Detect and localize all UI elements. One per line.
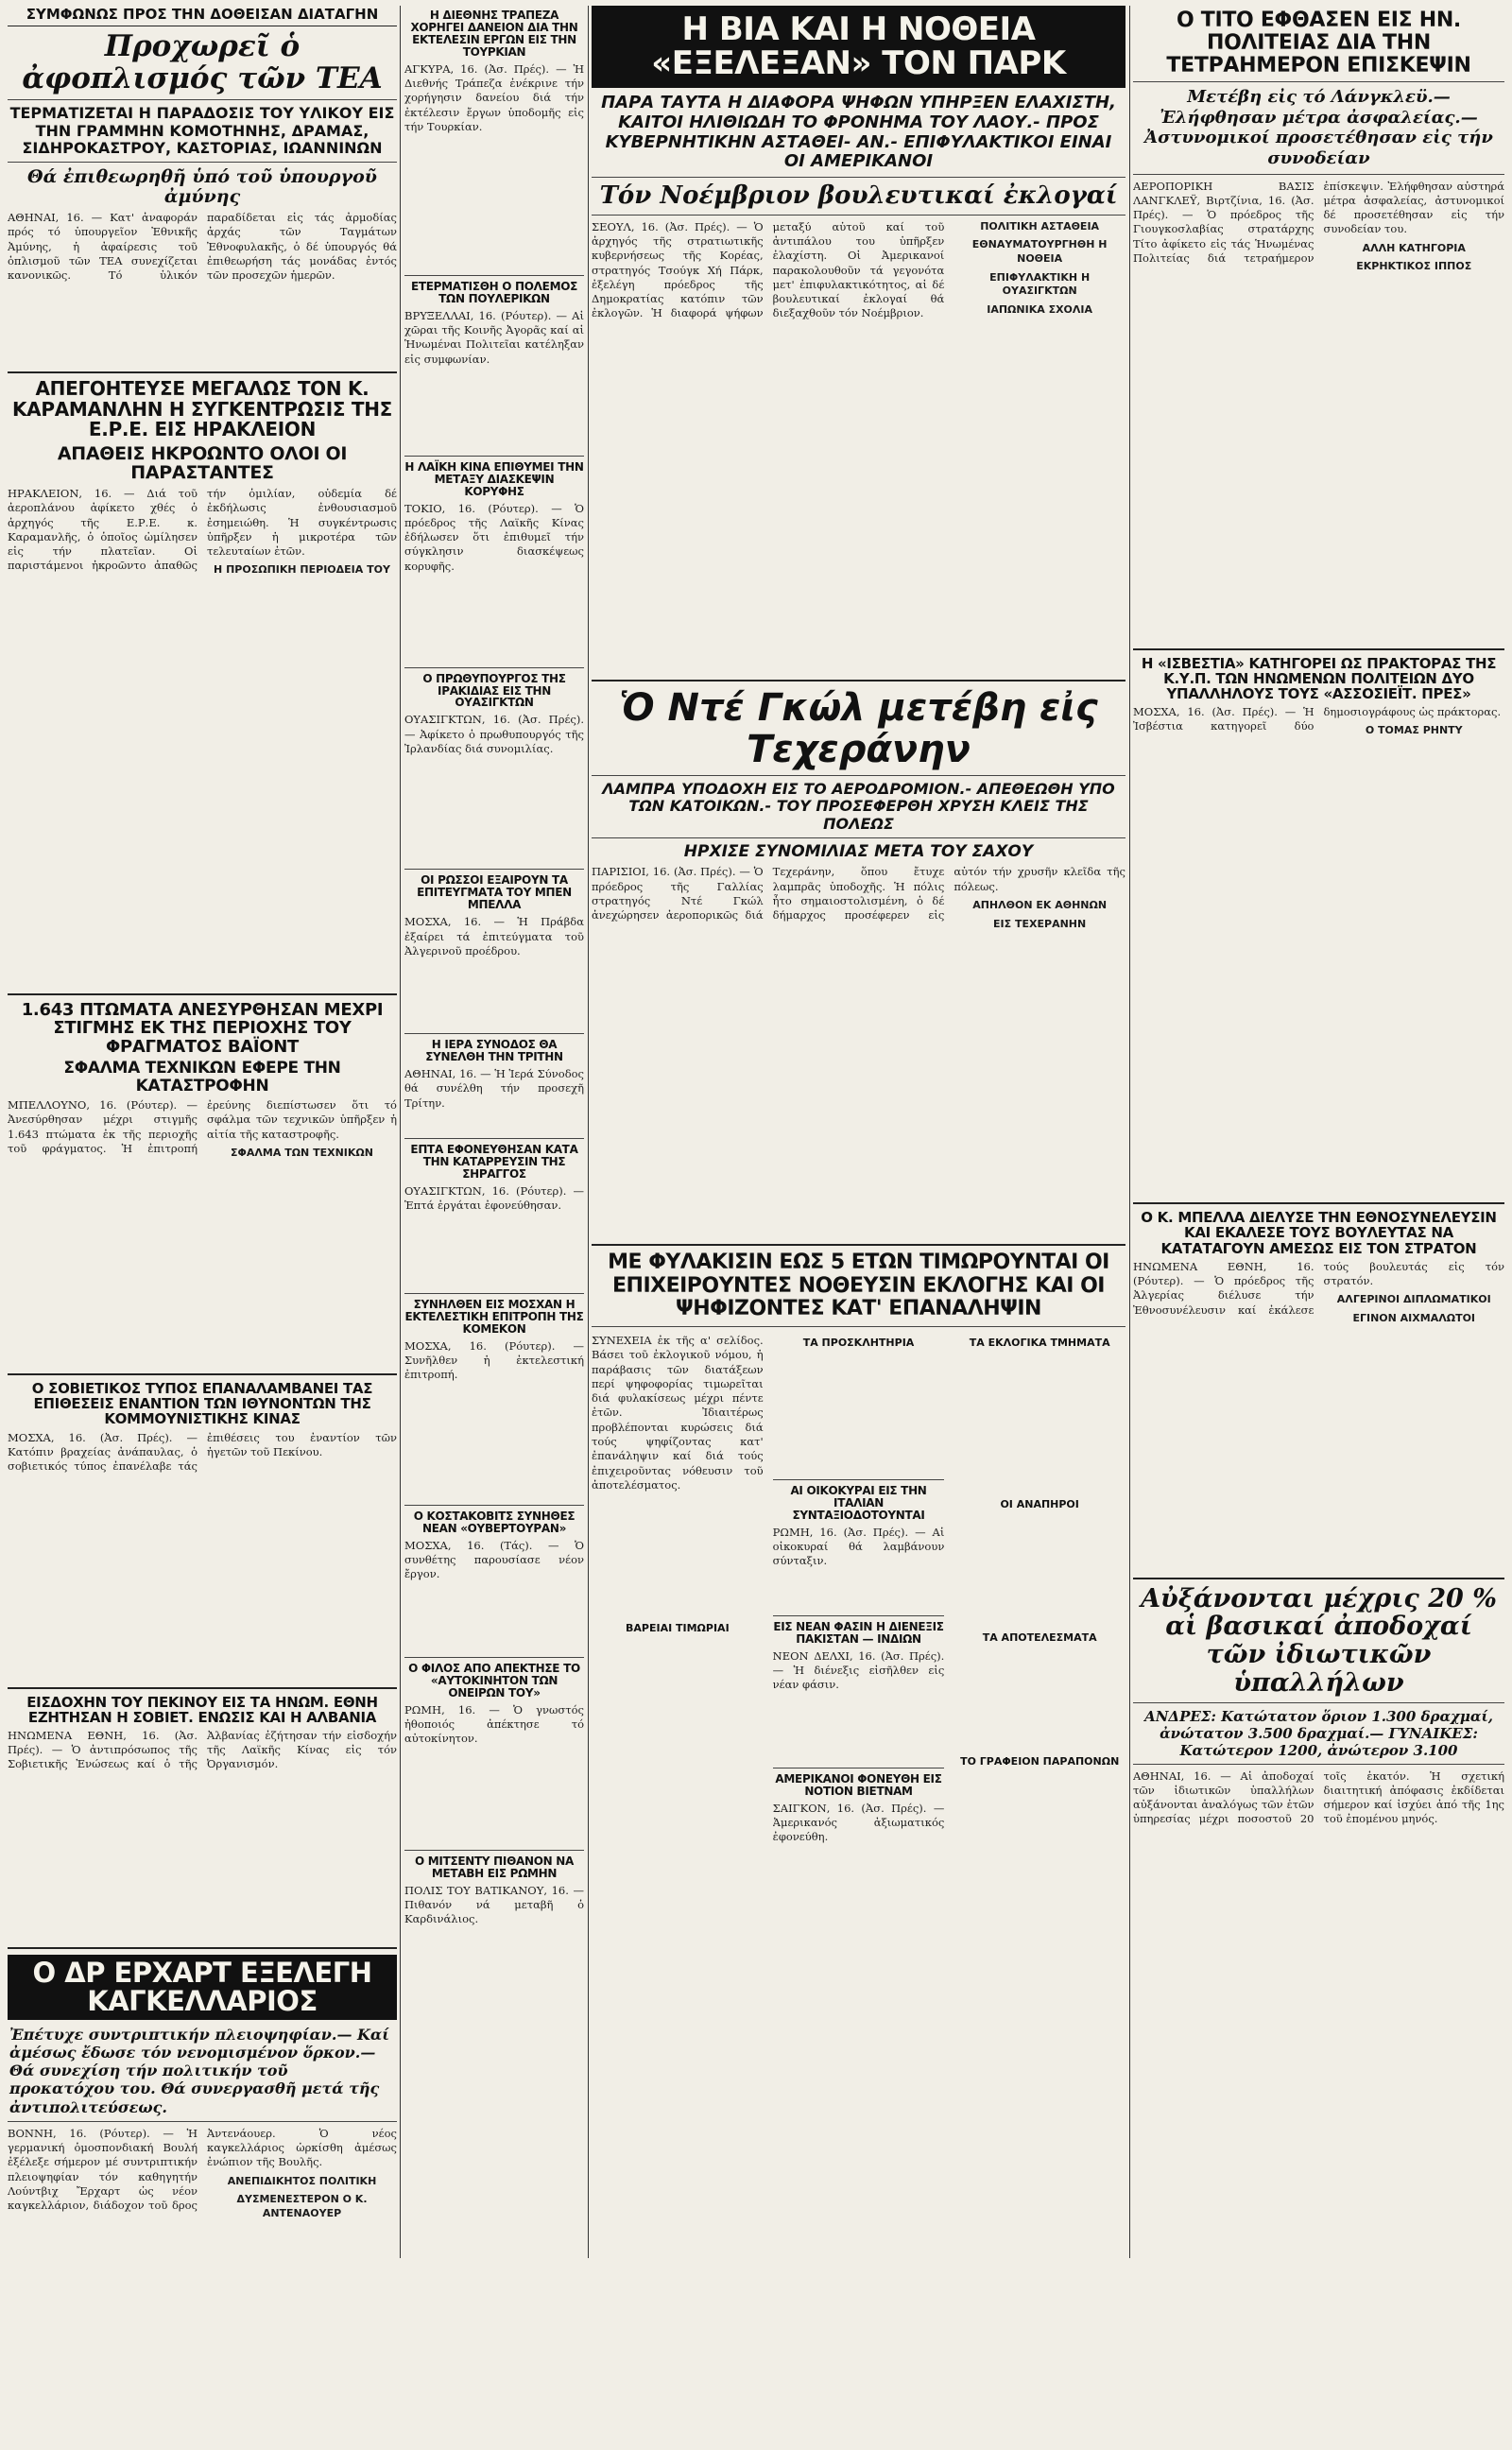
- tito-body-text: ΑΕΡΟΠΟΡΙΚΗ ΒΑΣΙΣ ΛΑΝΓΚΛΕΫ, Βιρτζίνια, 16. (Ἀσ. Πρές). — Ὁ πρόεδρος τῆς Γιουγκοσλαβίας στρατάρχης Τίτο ἀφίκετο εἰς τάς Ἡνωμένας Πολιτείας διά τετραήμερον ἐπίσκεψιν. Ἐλήφθησαν αὐστηρά μέτρα ἀσφαλείας, ἀστυνομικοί δέ προσετέθησαν εἰς τήν συνοδείαν του.: [1133, 179, 1504, 266]
- benbella-sub1: ΑΛΓΕΡΙΝΟΙ ΔΙΠΛΩΜΑΤΙΚΟΙ: [1336, 1293, 1491, 1306]
- park-sub1: ΠΟΛΙΤΙΚΗ ΑΣΤΑΘΕΙΑ: [980, 219, 1100, 233]
- jail-sub4: ΤΑ ΑΠΟΤΕΛΕΣΜΑΤΑ: [982, 1631, 1097, 1644]
- column-rule: [400, 6, 401, 2258]
- corpses-subhead: ΣΦΑΛΜΑ ΤΩΝ ΤΕΧΝΙΚΩΝ: [231, 1146, 373, 1159]
- jail-sub6: ΒΑΡΕΙΑΙ ΤΙΜΩΡΙΑΙ: [626, 1622, 730, 1634]
- worldbank-body: ΑΓΚΥΡΑ, 16. (Ἀσ. Πρές). — Ἡ Διεθνής Τράπεζα ἐνέκρινε τήν χορήγησιν δανείου διά τήν ἐκτέλεσιν ἔργων ὑποδομῆς εἰς τήν Τουρκίαν.: [404, 61, 584, 133]
- karamanlis-subhead: Η ΠΡΟΣΩΠΙΚΗ ΠΕΡΙΟΔΕΙΑ ΤΟΥ: [214, 563, 390, 577]
- izvestia-body: [1133, 705, 1504, 1197]
- comecon-headline: ΣΥΝΗΛΘΕΝ ΕΙΣ ΜΟΣΧΑΝ Η ΕΚΤΕΛΕΣΤΙΚΗ ΕΠΙΤΡΟΠΗ ΤΗΣ ΚΟΜΕΚΟΝ: [404, 1298, 584, 1336]
- tea-deck: ΤΕΡΜΑΤΙΖΕΤΑΙ Η ΠΑΡΑΔΟΣΙΣ ΤΟΥ ΥΛΙΚΟΥ ΕΙΣ ΤΗΝ ΓΡΑΜΜΗΝ ΚΟΜΟΤΗΝΗΣ, ΔΡΑΜΑΣ, ΣΙΔΗΡΟΚΑΣΤΡΟΥ, ΚΑΣΤΟΡΙΑΣ, ΙΩΑΝΝΙΝΩΝ: [9, 104, 395, 157]
- shark-body: ΟΥΑΣΙΓΚΤΩΝ, 16. (Ρόυτερ). — Ἑπτά ἐργάται ἐφονεύθησαν.: [404, 1184, 584, 1213]
- degaulle-deck: ΛΑΜΠΡΑ ΥΠΟΔΟΧΗ ΕΙΣ ΤΟ ΑΕΡΟΔΡΟΜΙΟΝ.- ΑΠΕΘΕΩΘΗ ΥΠΟ ΤΩΝ ΚΑΤΟΙΚΩΝ.- ΤΟΥ ΠΡΟΣΕΦΕΡΘΗ ΧΡΥΣΗ ΚΛΕΙΣ ΤΗΣ ΠΟΛΕΩΣ: [602, 779, 1115, 833]
- park-sub4: ΙΑΠΩΝΙΚΑ ΣΧΟΛΙΑ: [987, 302, 1093, 316]
- karamanlis-headline: ΑΠΕΓΟΗΤΕΥΣΕ ΜΕΓΑΛΩΣ ΤΟΝ Κ. ΚΑΡΑΜΑΝΛΗΝ Η ΣΥΓΚΕΝΤΡΩΣΙΣ ΤΗΣ Ε.Ρ.Ε. ΕΙΣ ΗΡΑΚΛΕΙΟΝ: [11, 377, 392, 441]
- degaulle-subdeck: ΗΡΧΙΣΕ ΣΥΝΟΜΙΛΙΑΣ ΜΕΤΑ ΤΟΥ ΣΑΧΟΥ: [683, 841, 1034, 861]
- degaulle-sub2: ΕΙΣ ΤΕΧΕΡΑΝΗΝ: [993, 917, 1087, 930]
- izvestia-headline: Η «ΙΣΒΕΣΤΙΑ» ΚΑΤΗΓΟΡΕΙ ΩΣ ΠΡΑΚΤΟΡΑΣ ΤΗΣ Κ.Υ.Π. ΤΩΝ ΗΝΩΜΕΝΩΝ ΠΟΛΙΤΕΙΩΝ ΔΥΟ ΥΠΑΛΛΗΛΟΥΣ ΤΟΥΣ «ΑΣΣΟΣΙΕΪΤ. ΠΡΕΣ»: [1141, 654, 1497, 702]
- benbella-sub2: ΕΓΙΝΟΝ ΑΙΧΜΑΛΩΤΟΙ: [1352, 1311, 1476, 1324]
- karamanlis-body-text: ΗΡΑΚΛΕΙΟΝ, 16. — Διά τοῦ ἀεροπλάνου ἀφίκετο χθές ὁ ἀρχηγός τῆς Ε.Ρ.Ε. κ. Καραμανλῆς, ὁ ὁποῖος ὡμίλησεν εἰς τήν πλατεῖαν. Οἱ παριστάμενοι ἠκροῶντο ἀπαθῶς τήν ὁμιλίαν, οὐδεμία δέ ἐκδήλωσις ἐνθουσιασμοῦ ἐσημειώθη. Ἡ συγκέντρωσις ὑπῆρξεν ἡ μικροτέρα τῶν τελευταίων ἐτῶν.: [8, 486, 397, 573]
- karamanlis-deck: ΑΠΑΘΕΙΣ ΗΚΡΟΩΝΤΟ ΟΛΟΙ ΟΙ ΠΑΡΑΣΤΑΝΤΕΣ: [57, 442, 348, 484]
- column-center: [592, 6, 1125, 1979]
- park-subdeck: Τόν Νοέμβριον βουλευτικαί ἐκλογαί: [599, 181, 1118, 211]
- kostakovits-body: ΜΟΣΧΑ, 16. (Τάς). — Ὁ συνθέτης παρουσίασε νέον ἔργον.: [404, 1538, 584, 1581]
- degaulle-sub1: ΑΠΗΛΘΟΝ ΕΚ ΑΘΗΝΩΝ: [972, 899, 1108, 911]
- russia-body: ΜΟΣΧΑ, 16. — Ἡ Πράβδα ἐξαίρει τά ἐπιτεύγματα τοῦ Ἀλγερινοῦ προέδρου.: [404, 915, 584, 958]
- jail-sub1: ΤΑ ΕΚΛΟΓΙΚΑ ΤΜΗΜΑΤΑ: [969, 1337, 1110, 1349]
- erhard-subhead: ΑΝΕΠΙΔΙΚΗΤΟΣ ΠΟΛΙΤΙΚΗ: [227, 2174, 377, 2187]
- wages-headline: Αὐξάνονται μέχρις 20 % αἱ βασικαί ἀποδοχαί τῶν ἰδιωτικῶν ὑπαλλήλων: [1141, 1583, 1497, 1698]
- jail-sub3: ΟΙ ΑΝΑΠΗΡΟΙ: [1000, 1498, 1079, 1510]
- tea-body: ΑΘΗΝΑΙ, 16. — Κατ' ἀναφοράν πρός τό ὑπουργεῖον Ἐθνικῆς Ἀμύνης, ἡ ἀφαίρεσις τοῦ ὁπλισμοῦ τῶν ΤΕΑ συνεχίζεται κανονικῶς. Τό ὑλικόν παραδίδεται εἰς τάς ἀρμοδίας ἀρχάς τῶν Ταγμάτων Ἐθνοφυλακῆς, ὁ δέ ὑπουργός θά ἐπιθεωρήση τάς μονάδας ἐντός τῶν προσεχῶν ἡμερῶν.: [8, 211, 397, 283]
- pak-body: ΝΕΟΝ ΔΕΛΧΙ, 16. (Ἀσ. Πρές). — Ἡ διένεξις εἰσῆλθεν εἰς νέαν φάσιν.: [772, 1648, 945, 1692]
- tea-kicker: ΣΥΜΦΩΝΩΣ ΠΡΟΣ ΤΗΝ ΔΟΘΕΙΣΑΝ ΔΙΑΤΑΓΗΝ: [8, 6, 397, 26]
- park-deck: ΠΑΡΑ ΤΑΥΤΑ Η ΔΙΑΦΟΡΑ ΨΗΦΩΝ ΥΠΗΡΞΕΝ ΕΛΑΧΙΣΤΗ, ΚΑΙΤΟΙ ΗΛΙΘΙΩΔΗ ΤΟ ΦΡΟΝΗΜΑ ΤΟΥ ΛΑΟΥ.- ΠΡΟΣ ΚΥΒΕΡΝΗΤΙΚΗΝ ΑΣΤΑΘΕΙ- ΑΝ.- ΕΠΙΦΥΛΑΚΤΙΚΟΙ ΕΙΝΑΙ ΟΙ ΑΜΕΡΙΚΑΝΟΙ: [601, 93, 1116, 172]
- corpses-body-text: ΜΠΕΛΛΟΥΝΟ, 16. (Ρόυτερ). — Ἀνεσύρθησαν μέχρι στιγμῆς 1.643 πτώματα ἐκ τῆς περιοχῆς τοῦ φράγματος. Ἡ ἐπιτροπή ἐρεύνης διεπίστωσεν ὅτι τό σφάλμα τῶν τεχνικῶν ὑπῆρξεν ἡ αἰτία τῆς καταστροφῆς.: [8, 1097, 397, 1155]
- degaulle-headline: Ὁ Ντέ Γκώλ μετέβη εἰς Τεχεράνην: [619, 685, 1098, 771]
- izvestia-sub: Ο ΤΟΜΑΣ ΡΗΝΤΥ: [1365, 724, 1463, 737]
- mitzenty-headline: Ο ΜΙΤΣΕΝΤΥ ΠΙΘΑΝΟΝ ΝΑ ΜΕΤΑΒΗ ΕΙΣ ΡΩΜΗΝ: [415, 1854, 574, 1880]
- dream-headline: Ο ΦΙΛΟΣ ΑΠΟ ΑΠΕΚΤΗΣΕ ΤΟ «ΑΥΤΟΚΙΝΗΤΟΝ ΤΩΝ ΟΝΕΙΡΩΝ ΤΟΥ»: [408, 1661, 580, 1699]
- synod-headline: Η ΙΕΡΑ ΣΥΝΟΔΟΣ ΘΑ ΣΥΝΕΛΘΗ ΤΗΝ ΤΡΙΤΗΝ: [425, 1038, 563, 1064]
- jail-sub2: ΤΑ ΠΡΟΣΚΛΗΤΗΡΙΑ: [802, 1337, 915, 1349]
- park-sub3: ΕΠΙΦΥΛΑΚΤΙΚΗ Η ΟΥΑΣΙΓΚΤΩΝ: [989, 270, 1091, 298]
- worldbank-headline: Η ΔΙΕΘΝΗΣ ΤΡΑΠΕΖΑ ΧΟΡΗΓΕΙ ΔΑΝΕΙΟΝ ΔΙΑ ΤΗΝ ΕΚΤΕΛΕΣΙΝ ΕΡΓΩΝ ΕΙΣ ΤΗΝ ΤΟΥΡΚΙΑΝ: [410, 9, 578, 59]
- park-body: [592, 220, 1125, 674]
- column-second: [404, 6, 584, 2075]
- comecon-body: ΜΟΣΧΑ, 16. (Ρόυτερ). — Συνῆλθεν ἡ ἐκτελεστική ἐπιτροπή.: [404, 1338, 584, 1382]
- erhard-end: ΔΥΣΜΕΝΕΣΤΕΡΟΝ Ο Κ. ΑΝΤΕΝΑΟΥΕΡ: [236, 2193, 368, 2219]
- park-body-text: ΣΕΟΥΛ, 16. (Ἀσ. Πρές). — Ὁ ἀρχηγός τῆς στρατιωτικῆς κυβερνήσεως τῆς Κορέας, στρατηγός Τσούγκ Χή Πάρκ, ἐξελέγη πρόεδρος τῆς Δημοκρατίας κατόπιν τῶν ἐκλογῶν. Ἡ διαφορά ψήφων μεταξύ αὐτοῦ καί τοῦ ἀντιπάλου του ὑπῆρξεν ἐλαχίστη. Οἱ Ἀμερικανοί παρακολουθοῦν τά γεγονότα μετ' ἐπιφυλακτικότητος, αἱ δέ βουλευτικαί ἐκλογαί θά διεξαχθοῦν τόν Νοέμβριον.: [592, 219, 945, 320]
- park-sub2: ΕΘΝΑΥΜΑΤΟΥΡΓΗΘΗ Η ΝΟΘΕΙΑ: [971, 238, 1108, 265]
- erhard-headline: Ο ΔΡ ΕΡΧΑΡΤ ΕΞΕΛΕΓΗ ΚΑΓΚΕΛΛΑΡΙΟΣ: [8, 1955, 397, 2020]
- soviet-headline: Ο ΣΟΒΙΕΤΙΚΟΣ ΤΥΠΟΣ ΕΠΑΝΑΛΑΜΒΑΝΕΙ ΤΑΣ ΕΠΙΘΕΣΕΙΣ ΕΝΑΝΤΙΟΝ ΤΩΝ ΙΘΥΝΟΝΤΩΝ ΤΗΣ ΚΟΜΜΟΥΝΙΣΤΙΚΗΣ ΚΙΝΑΣ: [31, 1379, 373, 1428]
- erhard-body: [8, 2127, 397, 2448]
- dream-body: ΡΩΜΗ, 16. — Ὁ γνωστός ἠθοποιός ἀπέκτησε τό αὐτοκίνητον.: [404, 1702, 584, 1746]
- pak-headline: ΕΙΣ ΝΕΑΝ ΦΑΣΙΝ Η ΔΙΕΝΕΞΙΣ ΠΑΚΙΣΤΑΝ — ΙΝΔΙΩΝ: [773, 1619, 944, 1646]
- tito-deck: Μετέβη εἰς τό Λάνγκλεϋ.— Ἐλήφθησαν μέτρα ἀσφαλείας.— Ἀστυνομικοί προσετέθησαν εἰς τήν συνοδείαν: [1144, 87, 1493, 169]
- wages-deck: ΑΝΔΡΕΣ: Κατώτατον ὅριον 1.300 δραχμαί, ἀνώτατον 3.500 δραχμαί.— ΓΥΝΑΙΚΕΣ: Κατώτερον 1200, ἀνώτερον 3.100: [1144, 1707, 1493, 1759]
- synod-body: ΑΘΗΝΑΙ, 16. — Ἡ Ἱερά Σύνοδος θά συνέλθη τήν προσεχῆ Τρίτην.: [404, 1067, 584, 1110]
- benbella-headline: Ο Κ. ΜΠΕΛΛΑ ΔΙΕΛΥΣΕ ΤΗΝ ΕΘΝΟΣΥΝΕΛΕΥΣΙΝ ΚΑΙ ΕΚΑΛΕΣΕ ΤΟΥΣ ΒΟΥΛΕΥΤΑΣ ΝΑ ΚΑΤΑΤΑΓΟΥΝ ΑΜΕΣΩΣ ΕΙΣ ΤΟΝ ΣΤΡΑΤΟΝ: [1141, 1209, 1497, 1257]
- benbella-body: [1133, 1260, 1504, 1572]
- iraq-headline: Ο ΠΡΩΘΥΠΟΥΡΓΟΣ ΤΗΣ ΙΡΑΚΙΔΙΑΣ ΕΙΣ ΤΗΝ ΟΥΑΣΙΓΚΤΩΝ: [422, 671, 566, 710]
- kostakovits-headline: Ο ΚΟΣΤΑΚΟΒΙΤΣ ΣΥΝΗΘΕΣ ΝΕΑΝ «ΟΥΒΕΡΤΟΥΡΑΝ»: [413, 1509, 576, 1535]
- tea-headline: Προχωρεῖ ὁ ἀφοπλισμός τῶν ΤΕΑ: [22, 29, 383, 96]
- jail-col-c: [954, 1332, 1125, 1979]
- corpses-headline: 1.643 ΠΤΩΜΑΤΑ ΑΝΕΣΥΡΘΗΣΑΝ ΜΕΧΡΙ ΣΤΙΓΜΗΣ ΕΚ ΤΗΣ ΠΕΡΙΟΧΗΣ ΤΟΥ ΦΡΑΓΜΑΤΟΣ ΒΑΪΟΝΤ: [21, 999, 384, 1057]
- soviet-body: ΜΟΣΧΑ, 16. (Ἀσ. Πρές). — Κατόπιν βραχείας ἀνάπαυλας, ὁ σοβιετικός τύπος ἐπανέλαβε τάς ἐπιθέσεις του ἐναντίον τῶν ἡγετῶν τοῦ Πεκίνου.: [8, 1430, 397, 1474]
- jail-sub5: ΤΟ ΓΡΑΦΕΙΟΝ ΠΑΡΑΠΟΝΩΝ: [960, 1755, 1120, 1768]
- tea-subdeck: Θά ἐπιθεωρηθῆ ὑπό τοῦ ὑπουργοῦ ἀμύνης: [27, 166, 377, 208]
- jail-headline: ΜΕ ΦΥΛΑΚΙΣΙΝ ΕΩΣ 5 ΕΤΩΝ ΤΙΜΩΡΟΥΝΤΑΙ ΟΙ ΕΠΙΧΕΙΡΟΥΝΤΕΣ ΝΟΘΕΥΣΙΝ ΕΚΛΟΓΗΣ ΚΑΙ ΟΙ ΨΗΦΙΖΟΝΤΕΣ ΚΑΤ' ΕΠΑΝΑΛΗΨΙΝ: [608, 1251, 1109, 1320]
- erhard-deck: Ἐπέτυχε συντριπτικήν πλειοψηφίαν.— Καί ἀμέσως ἔδωσε τόν νενομισμένον ὅρκον.— Θά συνεχίση τήν πολιτικήν τοῦ προκατόχου του. Θά συνεργασθῆ μετά τῆς ἀντιπολιτεύσεως.: [9, 2025, 389, 2116]
- war-body: ΒΡΥΞΕΛΛΑΙ, 16. (Ρόυτερ). — Αἱ χῶραι τῆς Κοινῆς Ἀγορᾶς καί αἱ Ἡνωμέναι Πολιτεῖαι κατέληξαν εἰς συμφωνίαν.: [404, 308, 584, 366]
- corpses-deck: ΣΦΑΛΜΑ ΤΕΧΝΙΚΩΝ ΕΦΕΡΕ ΤΗΝ ΚΑΤΑΣΤΡΟΦΗΝ: [63, 1059, 341, 1096]
- tito-body: [1133, 180, 1504, 643]
- tito-sub2: ΕΚΡΗΚΤΙΚΟΣ ΙΠΠΟΣ: [1356, 260, 1472, 273]
- degaulle-body: [592, 865, 1125, 1238]
- shark-headline: ΕΠΤΑ ΕΦΟΝΕΥΘΗΣΑΝ ΚΑΤΑ ΤΗΝ ΚΑΤΑΡΡΕΥΣΙΝ ΤΗΣ ΣΗΡΑΓΓΟΣ: [410, 1143, 578, 1182]
- peking-headline: ΕΙΣΔΟΧΗΝ ΤΟΥ ΠΕΚΙΝΟΥ ΕΙΣ ΤΑ ΗΝΩΜ. ΕΘΝΗ ΕΖΗΤΗΣΑΝ Η ΣΟΒΙΕΤ. ΕΝΩΣΙΣ ΚΑΙ Η ΑΛΒΑΝΙΑ: [26, 1693, 378, 1726]
- russia-headline: ΟΙ ΡΩΣΣΟΙ ΕΞΑΙΡΟΥΝ ΤΑ ΕΠΙΤΕΥΓΜΑΤΑ ΤΟΥ ΜΠΕΝ ΜΠΕΛΛΑ: [417, 873, 572, 912]
- jail-col-b: [773, 1332, 945, 1979]
- jail-body: ΣΥΝΕΧΕΙΑ ἐκ τῆς α' σελίδος. Βάσει τοῦ ἐκλογικοῦ νόμου, ἡ παράβασις τῶν διατάξεων περί ψηφοφορίας τιμωρεῖται διά φυλακίσεως μέχρι πέντε ἐτῶν. Ἰδιαιτέρως προβλέπονται κυρώσεις διά τούς ψηφίζοντας κατ' ἐπανάληψιν καί διά τούς ἐπιχειροῦντας νόθευσιν τοῦ ἀποτελέσματος.: [592, 1334, 764, 1492]
- benbella-body-text: ΗΝΩΜΕΝΑ ΕΘΝΗ, 16. (Ρόυτερ). — Ὁ πρόεδρος τῆς Ἀλγερίας διέλυσε τήν Ἐθνοσυνέλευσιν καί ἐκάλεσε τούς βουλευτάς εἰς τόν στρατόν.: [1133, 1259, 1504, 1317]
- column-rule: [588, 6, 589, 2258]
- vietnam-body: ΣΑΙΓΚΟΝ, 16. (Ἀσ. Πρές). — Ἀμερικανός ἀξιωματικός ἐφονεύθη.: [772, 1801, 945, 1844]
- degaulle-body-text: ΠΑΡΙΣΙΟΙ, 16. (Ἀσ. Πρές). — Ὁ πρόεδρος τῆς Γαλλίας στρατηγός Ντέ Γκώλ ἀνεχώρησεν ἀεροπορικῶς διά Τεχεράνην, ὅπου ἔτυχε λαμπρᾶς ὑποδοχῆς. Ἡ πόλις ἦτο σημαιοστολισμένη, ὁ δέ δήμαρχος προσέφερεν εἰς αὐτόν τήν χρυσῆν κλεῖδα τῆς πόλεως.: [592, 865, 1125, 923]
- vietnam-headline: ΑΜΕΡΙΚΑΝΟΙ ΦΟΝΕΥΘΗ ΕΙΣ ΝΟΤΙΟΝ ΒΙΕΤΝΑΜ: [775, 1771, 942, 1798]
- tito-headline: Ο ΤΙΤΟ ΕΦΘΑΣΕΝ ΕΙΣ ΗΝ. ΠΟΛΙΤΕΙΑΣ ΔΙΑ ΤΗΝ ΤΕΤΡΑΗΜΕΡΟΝ ΕΠΙΣΚΕΨΙΝ: [1166, 9, 1471, 78]
- war-headline: ΕΤΕΡΜΑΤΙΣΘΗ Ο ΠΟΛΕΜΟΣ ΤΩΝ ΠΟΥΛΕΡΙΚΩΝ: [410, 279, 578, 305]
- italy-headline: ΑΙ ΟΙΚΟΚΥΡΑΙ ΕΙΣ ΤΗΝ ΙΤΑΛΙΑΝ ΣΥΝΤΑΞΙΟΔΟΤΟΥΝΤΑΙ: [790, 1484, 927, 1522]
- column-left: [8, 6, 397, 2450]
- corpses-body: [8, 1098, 397, 1368]
- mitzenty-body: ΠΟΛΙΣ ΤΟΥ ΒΑΤΙΚΑΝΟΥ, 16. — Πιθανόν νά μεταβῆ ὁ Καρδινάλιος.: [404, 1883, 584, 1926]
- tito-sub1: ΑΛΛΗ ΚΑΤΗΓΟΡΙΑ: [1362, 241, 1466, 254]
- izvestia-body-text: ΜΟΣΧΑ, 16. (Ἀσ. Πρές). — Ἡ Ἰσβέστια κατηγορεῖ δύο δημοσιογράφους ὡς πράκτορας.: [1133, 705, 1502, 733]
- wages-body: ΑΘΗΝΑΙ, 16. — Αἱ ἀποδοχαί τῶν ἰδιωτικῶν ὑπαλλήλων αὐξάνονται ἀναλόγως τῶν ἐτῶν ὑπηρεσίας μέχρι ποσοστοῦ 20 τοῖς ἑκατόν. Ἡ σχετική διαιτητική ἀπόφασις ἐκδίδεται σήμερον καί ἰσχύει ἀπό τῆς 1ης τοῦ ἐπομένου μηνός.: [1133, 1768, 1504, 1826]
- park-headline: Η ΒΙΑ ΚΑΙ Η ΝΟΘΕΙΑ «ΕΞΕΛΕΞΑΝ» ΤΟΝ ΠΑΡΚ: [592, 6, 1125, 88]
- column-right: [1133, 6, 1504, 2216]
- karamanlis-body: [8, 487, 397, 988]
- italy-body: ΡΩΜΗ, 16. (Ἀσ. Πρές). — Αἱ οἰκοκυραί θά λαμβάνουν σύνταξιν.: [772, 1525, 945, 1568]
- peking-body: ΗΝΩΜΕΝΑ ΕΘΝΗ, 16. (Ἀσ. Πρές). — Ὁ ἀντιπρόσωπος τῆς Σοβιετικῆς Ἑνώσεως καί ὁ τῆς Ἀλβανίας ἐζήτησαν τήν εἰσδοχήν τῆς Λαϊκῆς Κίνας εἰς τόν Ὀργανισμόν.: [8, 1728, 397, 1771]
- iraq-body: ΟΥΑΣΙΓΚΤΩΝ, 16. (Ἀσ. Πρές). — Ἀφίκετο ὁ πρωθυπουργός τῆς Ἰρλανδίας διά συνομιλίας.: [404, 713, 584, 755]
- column-rule: [1129, 6, 1130, 2258]
- erhard-body-text: ΒΟΝΝΗ, 16. (Ρόυτερ). — Ἡ γερμανική ὁμοσπονδιακή Βουλή ἐξέλεξε σήμερον μέ συντριπτικήν πλειοψηφίαν τόν καθηγητήν Λούντβιχ Ἔρχαρτ ὡς νέον καγκελλάριον, διάδοχον τοῦ δρος Ἀντενάουερ. Ὁ νέος καγκελλάριος ὡρκίσθη ἀμέσως ἐνώπιον τῆς Βουλῆς.: [8, 2126, 397, 2213]
- china-body: ΤΟΚΙΟ, 16. (Ρόυτερ). — Ὁ πρόεδρος τῆς Λαϊκῆς Κίνας ἐδήλωσεν ὅτι ἐπιθυμεῖ τήν σύγκλησιν διασκέψεως κορυφῆς.: [404, 501, 584, 573]
- jail-col-a: [592, 1332, 764, 1979]
- china-headline: Η ΛΑΪΚΗ ΚΙΝΑ ΕΠΙΘΥΜΕΙ ΤΗΝ ΜΕΤΑΞΥ ΔΙΑΣΚΕΨΙΝ ΚΟΡΥΦΗΣ: [404, 459, 584, 498]
- jail-columns: [592, 1332, 1125, 1979]
- jail-body-cont: [592, 1637, 764, 1977]
